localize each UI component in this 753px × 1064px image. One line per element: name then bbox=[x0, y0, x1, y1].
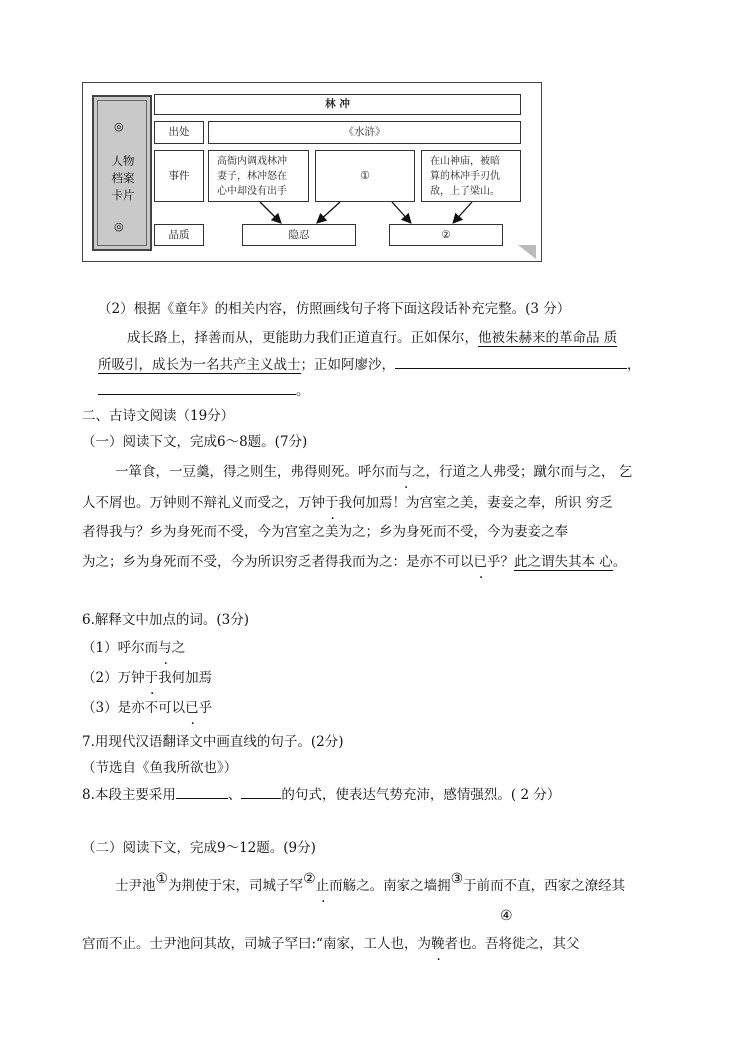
quality1-box: 隐忍 bbox=[242, 224, 356, 246]
source-label: 出处 bbox=[154, 121, 204, 144]
card-side-title: 人物 档案 卡片 bbox=[111, 154, 135, 202]
q2-line2: 所吸引，成长为一名共产主义战士；正如阿廖沙， ， bbox=[98, 354, 641, 375]
q6-item-3: （3）是亦不可以已乎 bbox=[82, 700, 213, 716]
card-fold-corner bbox=[518, 245, 536, 259]
quality2-box: ② bbox=[389, 224, 503, 246]
quality-label: 品质 bbox=[154, 224, 204, 246]
q6-item-1: （1）呼尔而与之 bbox=[82, 640, 186, 656]
ring-bottom-icon: ◎ bbox=[114, 220, 124, 233]
q2-line1: 成长路上，择善而从，更能助力我们正道直行。正如保尔，他被朱赫来的革命品 质 bbox=[127, 330, 618, 346]
arrow-event2-left bbox=[318, 202, 340, 222]
q2-prompt: （2）根据《童年》的相关内容，仿照画线句子将下面这段话补充完整。(3 分） bbox=[98, 301, 571, 317]
ring-top-icon: ◎ bbox=[114, 120, 124, 133]
footnote-marker-4: ④ bbox=[500, 908, 513, 924]
event3-box: 在山神庙，被暗 算的林冲手刃仇 敌，上了梁山。 bbox=[421, 150, 521, 202]
passage-line-2: 人不屑也。万钟则不辩礼义而受之，万钟于我何加焉！为宫室之美，妻妾之奉，所识 穷乏 bbox=[82, 495, 613, 511]
q6-prompt: 6.解释文中加点的词。(3分) bbox=[82, 612, 250, 628]
answer-blank-1[interactable] bbox=[395, 354, 627, 369]
arrow-event2-right bbox=[392, 202, 410, 222]
passage2-line-2: 宫而不止。士尹池问其故，司城子罕曰:“南家，工人也，为鞔者也。吾将徙之，其父 bbox=[82, 936, 580, 952]
source-value: 《水浒》 bbox=[208, 121, 521, 144]
answer-blank-2[interactable] bbox=[98, 380, 296, 395]
event1-box: 高衙内调戏林冲 妻子，林冲怒在 心中却没有出手 bbox=[208, 150, 309, 202]
passage2-line-1: 士尹池①为荆使于宋，司城子罕②止而觞之。南家之墙拥③于前而不直，西家之潦经其 bbox=[115, 871, 626, 894]
passage-line-4: 为之；乡为身死而不受，今为所识穷乏者得我而为之：是亦不可以已乎？此之谓失其本 心。 bbox=[82, 554, 627, 570]
q7-prompt: 7.用现代汉语翻译文中画直线的句子。(2分) bbox=[82, 734, 344, 750]
passage-line-1: 一箪食，一豆羹，得之则生，弗得则死。呼尔而与之，行道之人弗受；蹴尔而与之， 乞 bbox=[115, 464, 633, 480]
answer-blank-3[interactable] bbox=[176, 784, 228, 799]
q2-line3: 。 bbox=[98, 380, 310, 401]
sub2-heading: （二）阅读下文，完成9～12题。(9分) bbox=[82, 840, 316, 856]
q8-prompt: 8.本段主要采用 、 的句式，使表达气势充沛，感情强烈。( 2 分） bbox=[82, 784, 560, 805]
arrow-event3 bbox=[454, 202, 472, 222]
passage-line-3: 者得我与？乡为身死而不受，今为宫室之美为之；乡为身死而不受，今为妻妾之奉 bbox=[82, 524, 568, 540]
card-name: 林 冲 bbox=[154, 94, 521, 115]
section2-heading: 二、古诗文阅读（19分） bbox=[82, 408, 235, 424]
q6-item-2: （2）万钟于我何加焉 bbox=[82, 670, 213, 686]
arrow-event1 bbox=[260, 202, 280, 222]
event2-box: ① bbox=[315, 150, 415, 202]
sub1-heading: （一）阅读下文，完成6～8题。(7分) bbox=[82, 434, 308, 450]
passage-source: （节选自《鱼我所欲也》） bbox=[82, 760, 238, 776]
answer-blank-4[interactable] bbox=[241, 784, 281, 799]
event-label: 事件 bbox=[154, 150, 204, 202]
